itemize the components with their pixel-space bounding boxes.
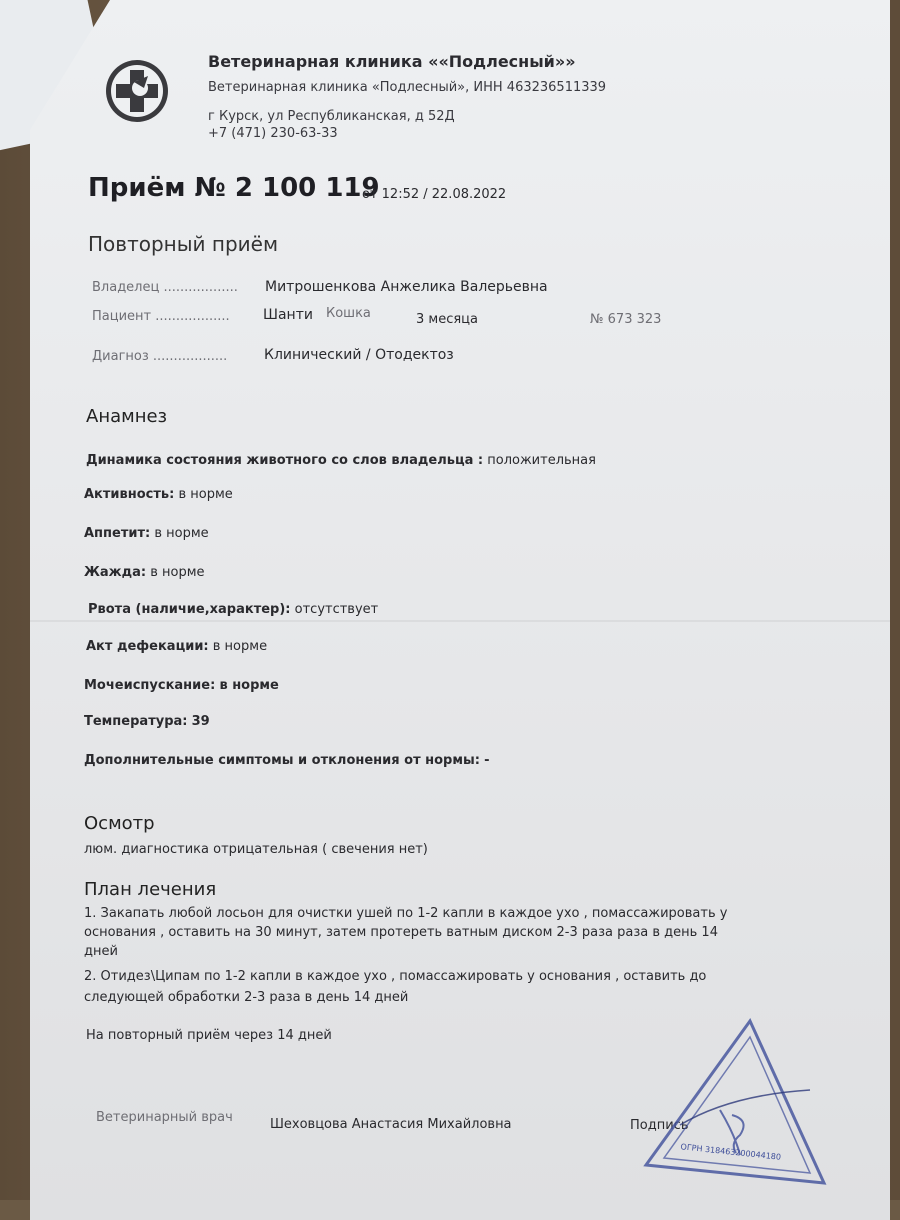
plan-line: следующей обработки 2-3 раза в день 14 дней bbox=[84, 990, 409, 1005]
appetite-value: в норме bbox=[154, 526, 209, 541]
visit-number: Приём № 2 100 119 bbox=[88, 173, 380, 203]
vomit-label: Рвота (наличие,характер): bbox=[88, 602, 291, 617]
thirst-label: Жажда: bbox=[84, 565, 147, 580]
anamnesis-heading: Анамнез bbox=[86, 406, 168, 427]
clinic-address: г Курск, ул Республиканская, д 52Д bbox=[208, 109, 455, 124]
defecation-label: Акт дефекации: bbox=[86, 639, 209, 654]
appetite-row bbox=[84, 526, 209, 541]
paper-fold bbox=[30, 620, 890, 622]
activity-row bbox=[84, 487, 233, 502]
defecation-value: в норме bbox=[212, 639, 268, 654]
plan-line: дней bbox=[84, 944, 118, 959]
urination-label: Мочеиспускание: bbox=[84, 678, 216, 693]
urination-row bbox=[84, 678, 279, 693]
clinic-legal: Ветеринарная клиника «Подлесный», ИНН 463236511339 bbox=[208, 80, 607, 95]
signature-label: Подпись bbox=[630, 1118, 689, 1133]
owner-label: Владелец .................. bbox=[92, 280, 238, 295]
triangle-stamp-icon bbox=[640, 1015, 830, 1195]
patient-species: Кошка bbox=[326, 306, 371, 321]
temperature-value: 39 bbox=[191, 714, 210, 729]
diagnosis-value: Клинический / Отодектоз bbox=[264, 347, 454, 363]
patient-age: 3 месяца bbox=[416, 312, 478, 327]
exam-heading: Осмотр bbox=[84, 813, 155, 834]
activity-label: Активность: bbox=[84, 487, 175, 502]
vomit-value: отсутствует bbox=[294, 602, 379, 617]
temperature-label: Температура: bbox=[84, 714, 188, 729]
diagnosis-label: Диагноз .................. bbox=[92, 349, 228, 364]
vet-name: Шеховцова Анастасия Михайловна bbox=[270, 1117, 512, 1132]
extra-symptoms-value: - bbox=[484, 753, 490, 768]
visit-type: Повторный приём bbox=[88, 232, 279, 256]
next-visit: На повторный приём через 14 дней bbox=[86, 1028, 332, 1043]
patient-number: № 673 323 bbox=[590, 312, 662, 327]
thirst-value: в норме bbox=[150, 565, 205, 580]
owner-name: Митрошенкова Анжелика Валерьевна bbox=[265, 279, 548, 295]
dynamics-row bbox=[86, 453, 596, 468]
clinic-title: Ветеринарная клиника ««Подлесный»» bbox=[208, 52, 576, 71]
plan-heading: План лечения bbox=[84, 879, 217, 900]
dynamics-value: положительная bbox=[487, 453, 596, 468]
vomit-row bbox=[88, 602, 378, 617]
extra-symptoms-row bbox=[84, 753, 489, 768]
visit-datetime: от 12:52 / 22.08.2022 bbox=[362, 187, 507, 202]
temperature-row bbox=[84, 714, 210, 729]
dynamics-label: Динамика состояния животного со слов владельца : bbox=[86, 453, 484, 468]
stamp-ogrn: ОГРН 318463200044180 bbox=[680, 1142, 782, 1162]
vet-label: Ветеринарный врач bbox=[96, 1110, 233, 1125]
appetite-label: Аппетит: bbox=[84, 526, 151, 541]
extra-symptoms-label: Дополнительные симптомы и отклонения от нормы: bbox=[84, 753, 480, 768]
activity-value: в норме bbox=[178, 487, 233, 502]
urination-value: в норме bbox=[219, 678, 279, 693]
patient-name: Шанти bbox=[263, 307, 313, 323]
patient-label: Пациент .................. bbox=[92, 309, 230, 324]
defecation-row bbox=[86, 639, 267, 654]
plan-line: 2. Отидез\Ципам по 1-2 капли в каждое ухо , помассажировать у основания , оставить до bbox=[84, 969, 707, 984]
thirst-row bbox=[84, 565, 205, 580]
exam-text: люм. диагностика отрицательная ( свечения нет) bbox=[84, 842, 428, 857]
clinic-phone: +7 (471) 230-63-33 bbox=[208, 126, 338, 141]
clinic-logo-icon bbox=[104, 58, 170, 124]
plan-line: 1. Закапать любой лосьон для очистки ушей по 1-2 капли в каждое ухо , помассажировать у bbox=[84, 906, 728, 921]
plan-line: основания , оставить на 30 минут, затем протереть ватным диском 2-3 раза раза в день 14 bbox=[84, 925, 718, 940]
